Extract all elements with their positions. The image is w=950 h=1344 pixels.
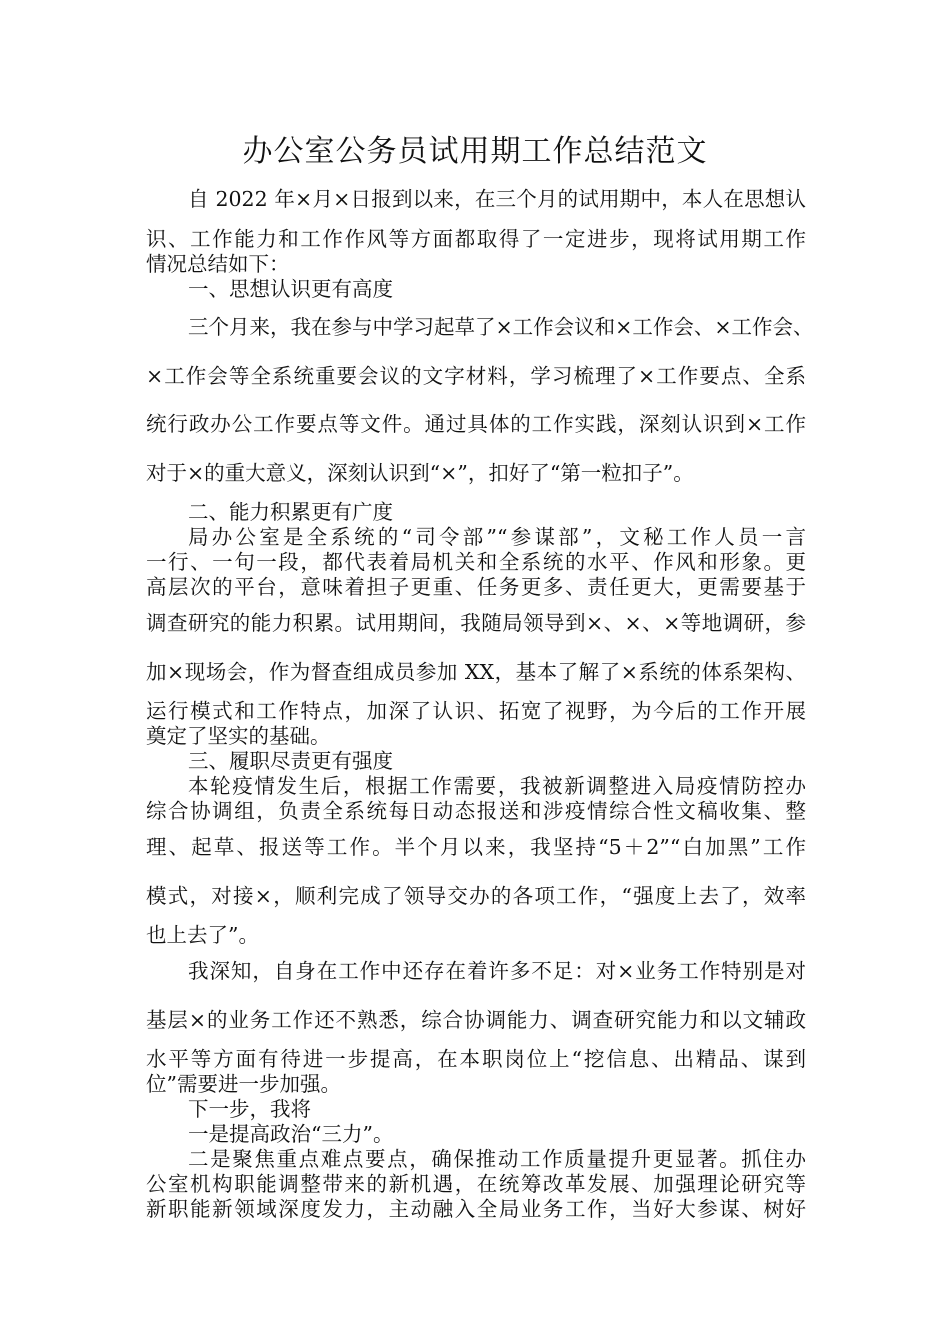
paragraph-line: 识、工作能力和工作作风等方面都取得了一定进步，现将试用期工作 — [146, 227, 806, 251]
paragraph-line: 一是提高政治“三力”。 — [188, 1122, 394, 1146]
paragraph-line: 新职能新领域深度发力，主动融入全局业务工作，当好大参谋、树好 — [146, 1197, 806, 1221]
paragraph-line: 情况总结如下： — [146, 252, 290, 276]
paragraph-line: 对于×的重大意义，深刻认识到“×”，扣好了“第一粒扣子”。 — [146, 461, 694, 485]
paragraph-line: 我深知，自身在工作中还存在着许多不足：对×业务工作特别是对 — [188, 959, 806, 983]
section-heading: 一、思想认识更有高度 — [188, 277, 393, 301]
section-heading: 二、能力积累更有广度 — [188, 500, 393, 524]
paragraph-line: 自 2022 年×月×日报到以来，在三个月的试用期中，本人在思想认 — [188, 187, 806, 211]
paragraph-line: 一行、一句一段，都代表着局机关和全系统的水平、作风和形象。更 — [146, 550, 806, 574]
paragraph-line: 局办公室是全系统的“司令部”“参谋部”，文秘工作人员一言 — [188, 525, 806, 549]
paragraph-line: 公室机构职能调整带来的新机遇，在统筹改革发展、加强理论研究等 — [146, 1172, 806, 1196]
paragraph-line: 调查研究的能力积累。试用期间，我随局领导到×、×、×等地调研，参 — [146, 611, 806, 635]
paragraph-line: 二是聚焦重点难点要点，确保推动工作质量提升更显著。抓住办 — [188, 1147, 806, 1171]
paragraph-line: 水平等方面有待进一步提高，在本职岗位上“挖信息、出精品、谋到 — [146, 1047, 806, 1071]
paragraph-line: 本轮疫情发生后，根据工作需要，我被新调整进入局疫情防控办 — [188, 774, 806, 798]
paragraph-line: 高层次的平台，意味着担子更重、任务更多、责任更大，更需要基于 — [146, 575, 806, 599]
paragraph-line: 统行政办公工作要点等文件。通过具体的工作实践，深刻认识到×工作 — [146, 412, 806, 436]
paragraph-line: 理、起草、报送等工作。半个月以来，我坚持“5＋2”“白加黑”工作 — [146, 835, 806, 859]
paragraph-line: 奠定了坚实的基础。 — [146, 724, 331, 748]
section-heading: 三、履职尽责更有强度 — [188, 749, 393, 773]
paragraph-line: 下一步，我将 — [188, 1097, 311, 1121]
document-title: 办公室公务员试用期工作总结范文 — [242, 134, 708, 169]
paragraph-line: 加×现场会，作为督查组成员参加 XX，基本了解了×系统的体系架构、 — [146, 660, 806, 684]
paragraph-line: 基层×的业务工作还不熟悉，综合协调能力、调查研究能力和以文辅政 — [146, 1008, 806, 1032]
paragraph-line: 综合协调组，负责全系统每日动态报送和涉疫情综合性文稿收集、整 — [146, 799, 806, 823]
paragraph-line: 三个月来，我在参与中学习起草了×工作会议和×工作会、×工作会、 — [188, 315, 814, 339]
paragraph-line: ×工作会等全系统重要会议的文字材料，学习梳理了×工作要点、全系 — [146, 364, 806, 388]
paragraph-line: 运行模式和工作特点，加深了认识、拓宽了视野，为今后的工作开展 — [146, 699, 806, 723]
paragraph-line: 也上去了”。 — [146, 923, 259, 947]
paragraph-line: 位”需要进一步加强。 — [146, 1072, 341, 1096]
paragraph-line: 模式，对接×，顺利完成了领导交办的各项工作，“强度上去了，效率 — [146, 884, 806, 908]
